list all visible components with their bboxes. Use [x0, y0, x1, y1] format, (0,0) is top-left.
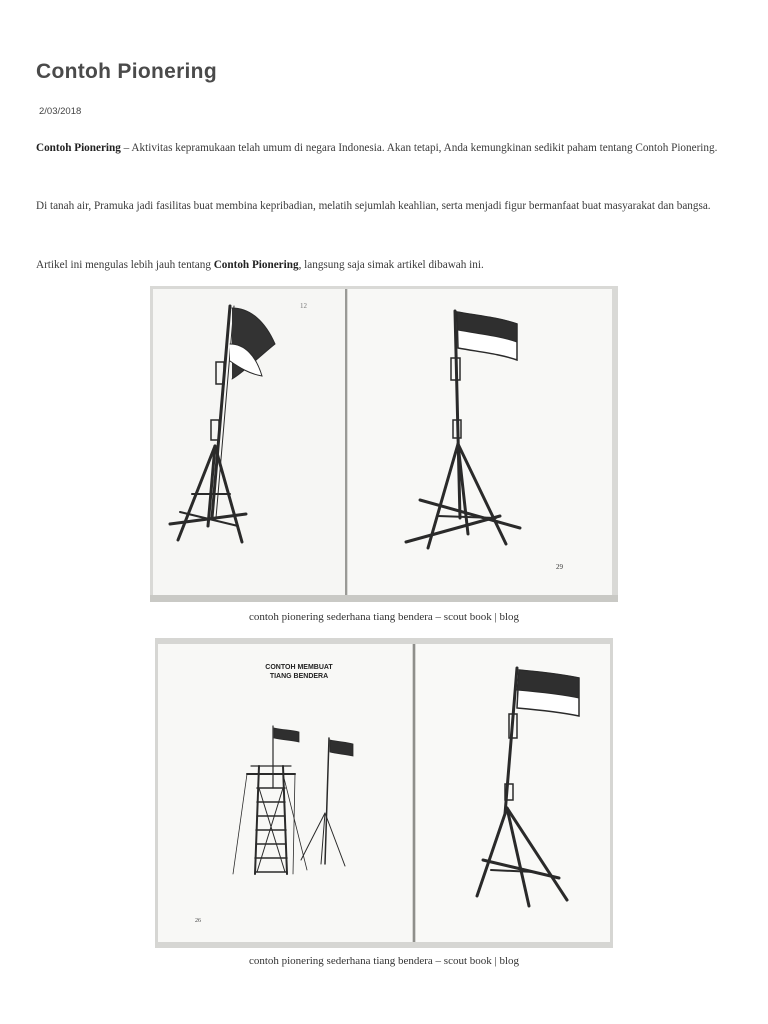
figure-heading-line2: TIANG BENDERA [269, 673, 329, 680]
bold-keyword: Contoh Pionering [213, 259, 299, 271]
page-title: Contoh Pionering [36, 60, 217, 83]
paragraph-intro [36, 137, 736, 159]
paragraph-pramuka [36, 195, 736, 217]
figure-image-2 [155, 638, 613, 948]
bold-keyword: Contoh Pionering [36, 142, 121, 154]
figure-caption-1: contoh pionering sederhana tiang bendera – scout book | blog [248, 611, 520, 623]
figure-image-1 [150, 286, 618, 602]
page-number-left: 12 [300, 302, 307, 310]
figure-heading-line1: CONTOH MEMBUAT [265, 664, 333, 671]
post-date: 2/03/2018 [39, 106, 82, 117]
paragraph-suffix: , langsung saja simak artikel dibawah ini. [298, 259, 484, 271]
paragraph-text: Di tanah air, Pramuka jadi fasilitas buat membina kepribadian, melatih sejumlah keahlian, serta menjadi figur bermanfaat buat masyarakat dan bangsa. [36, 200, 711, 212]
paragraph-text: – Aktivitas kepramukaan telah umum di negara Indonesia. Akan tetapi, Anda kemungkinan sedikit paham tentang Contoh Pionering. [120, 142, 718, 154]
paragraph-prefix: Artikel ini mengulas lebih jauh tentang [36, 259, 214, 271]
page-number-right: 29 [556, 563, 563, 571]
paragraph-article [36, 254, 736, 276]
figure-caption-2: contoh pionering sederhana tiang bendera – scout book | blog [248, 955, 520, 967]
page-number-left: 26 [195, 918, 201, 924]
